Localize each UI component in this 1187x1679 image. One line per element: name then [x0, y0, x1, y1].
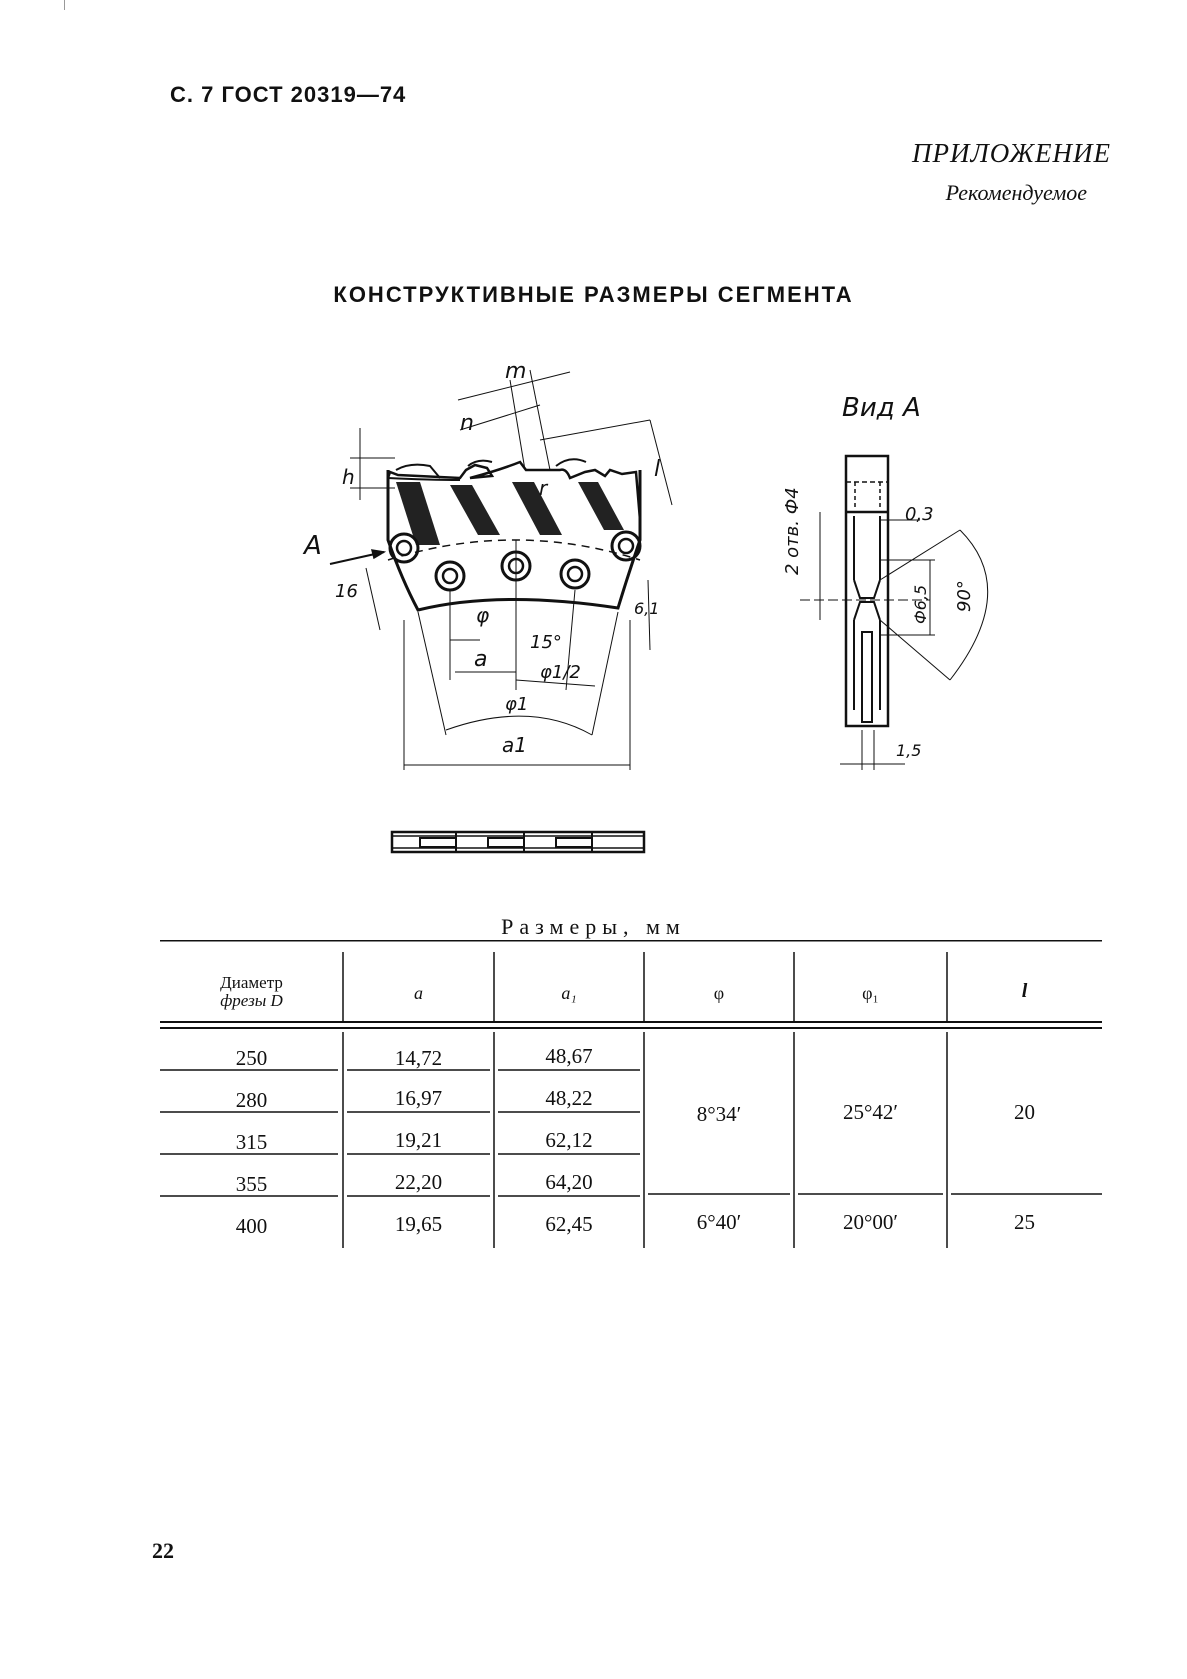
cell-diameter: 400 [235, 1214, 268, 1238]
page-title: КОНСТРУКТИВНЫЕ РАЗМЕРЫ СЕГМЕНТА [333, 282, 854, 307]
cell-a: 14,72 [394, 1046, 443, 1070]
cell-phi-group1: 8°34′ [696, 1102, 742, 1126]
cell-diameter: 280 [235, 1088, 268, 1112]
document-code: С. 7 ГОСТ 20319—74 [170, 82, 407, 107]
table-caption-text: Размеры, мм [501, 914, 686, 939]
cell-a: 19,65 [394, 1212, 443, 1236]
cell-l-group1: 20 [1014, 1100, 1035, 1124]
cell-phi1-group1: 25°42′ [843, 1100, 898, 1124]
label-n: n [460, 411, 474, 436]
label-l: l [654, 457, 661, 482]
label-phi1-half: φ1/2 [540, 662, 581, 683]
header-phi: φ [713, 983, 725, 1003]
label-a: a [474, 647, 488, 672]
label-arrow-a: A [304, 531, 322, 561]
cell-phi-group2: 6°40′ [696, 1210, 742, 1234]
label-6-5: Ф6,5 [911, 584, 930, 624]
segment-front-view [330, 370, 672, 770]
header-phi1: φ₁ [862, 983, 879, 1003]
cell-l-group2: 25 [1014, 1210, 1035, 1234]
label-1-5: 1,5 [896, 741, 922, 760]
label-phi1: φ1 [505, 694, 529, 715]
scan-mark [64, 0, 65, 10]
label-m: m [505, 359, 527, 384]
label-0-3: 0,3 [905, 504, 934, 525]
label-90-deg: 90° [954, 580, 975, 612]
cell-a1: 48,22 [545, 1086, 593, 1110]
appendix-title: ПРИЛОЖЕНИЕ [912, 138, 1111, 168]
label-15-deg: 15° [530, 632, 562, 653]
cell-a1: 64,20 [545, 1170, 593, 1194]
side-view-a [800, 456, 988, 770]
header-diameter-line1: Диаметр [220, 973, 283, 992]
label-view-a: Вид А [842, 393, 921, 423]
appendix-subtitle: Рекомендуемое [945, 180, 1087, 205]
cell-a: 22,20 [394, 1170, 443, 1194]
label-6-1: 6,1 [634, 599, 660, 618]
label-phi: φ [476, 603, 490, 627]
cell-a: 16,97 [394, 1086, 443, 1110]
label-a1: a1 [502, 733, 527, 757]
cell-diameter: 315 [235, 1130, 268, 1154]
cell-a: 19,21 [394, 1128, 443, 1152]
header-a1: a₁ [561, 983, 577, 1003]
header-l: l [1021, 980, 1028, 1002]
page-number: 22 [152, 1538, 174, 1563]
cell-a1: 62,45 [545, 1212, 593, 1236]
header-diameter-line2: фрезы D [220, 991, 283, 1010]
header-a: a [414, 983, 423, 1003]
table-caption [0, 914, 1187, 940]
cell-diameter: 250 [235, 1046, 268, 1070]
label-holes: 2 отв. Ф4 [782, 487, 803, 575]
cell-a1: 48,67 [545, 1044, 593, 1068]
segment-drawing [0, 340, 1187, 880]
segment-section-strip [392, 832, 644, 852]
label-h: h [342, 465, 355, 489]
cell-phi1-group2: 20°00′ [843, 1210, 898, 1234]
cell-a1: 62,12 [545, 1128, 593, 1152]
label-r: r [539, 476, 548, 500]
header-diameter [160, 974, 343, 1010]
cell-diameter: 355 [235, 1172, 268, 1196]
label-16: 16 [335, 581, 358, 602]
